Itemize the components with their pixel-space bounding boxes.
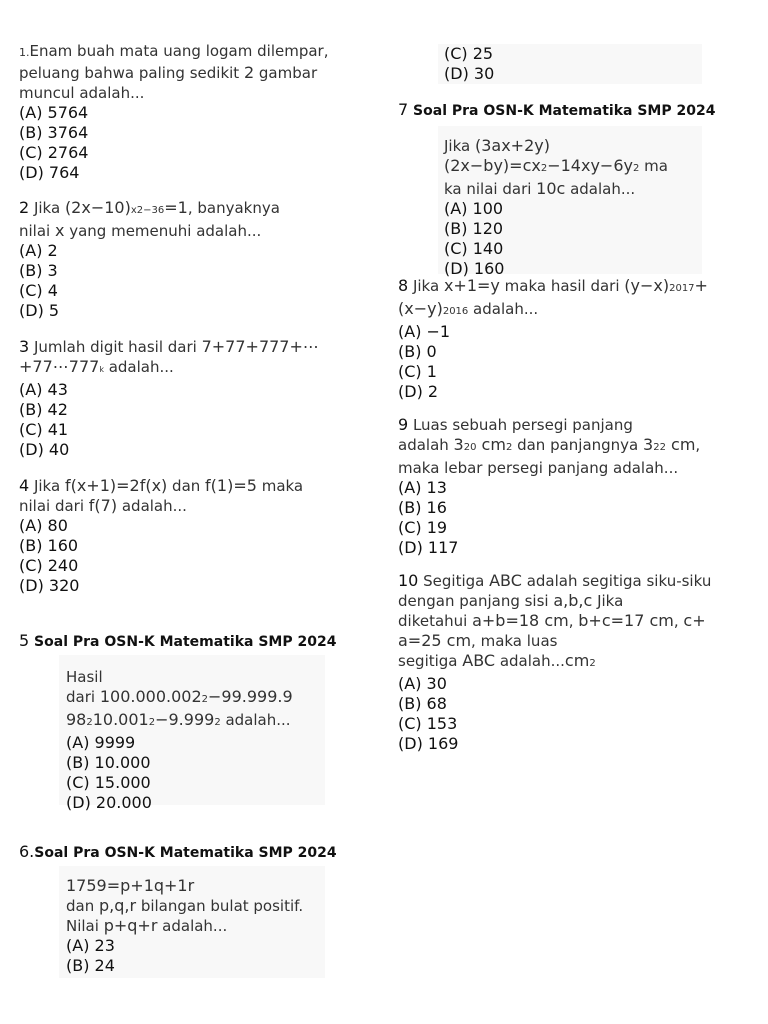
- question-3-option[interactable]: (D) 40: [19, 440, 70, 459]
- question-5-stem: Hasil dari 100.000.0022−99.999.9 98210.0012−9.9992 adalah... (A) 9999 (B) 10.000 (C) 15.000 (D) 20.000: [59, 655, 325, 813]
- question-7-option[interactable]: (B) 120: [444, 219, 504, 238]
- question-1-option[interactable]: (D) 764: [19, 163, 80, 182]
- question-4: [19, 476, 379, 596]
- question-4-option[interactable]: (A) 80: [19, 516, 68, 535]
- question-7-header: 7 Soal Pra OSN-K Matematika SMP 2024: [398, 100, 716, 119]
- question-9-stem: 9 Luas sebuah persegi panjang adalah 320 cm2 dan panjangnya 322 cm, maka lebar persegi panjang adalah...: [398, 415, 701, 477]
- question-6-continued: [438, 44, 702, 84]
- question-5-header: 5 Soal Pra OSN-K Matematika SMP 2024: [19, 631, 337, 650]
- question-6-continued-box: [438, 44, 702, 84]
- question-5-option[interactable]: (B) 10.000: [66, 753, 151, 772]
- question-10-option[interactable]: (D) 169: [398, 734, 459, 753]
- question-8-option[interactable]: (C) 1: [398, 362, 437, 381]
- question-8-option[interactable]: (D) 2: [398, 382, 439, 401]
- question-2-option[interactable]: (B) 3: [19, 261, 58, 280]
- question-7-option[interactable]: (D) 160: [444, 259, 505, 278]
- question-3-number: 3: [19, 337, 30, 356]
- question-5-box: [59, 655, 325, 812]
- question-3-stem: 3 Jumlah digit hasil dari 7+77+777+⋯ +77⋯777k adalah...: [19, 337, 319, 376]
- question-10-option[interactable]: (A) 30: [398, 674, 447, 693]
- question-6-stem: 1759=p+1q+1r dan p,q,r bilangan bulat positif. Nilai p+q+r adalah... (A) 23 (B) 24: [59, 866, 325, 976]
- question-2: [19, 198, 379, 321]
- question-7-option[interactable]: (C) 140: [444, 239, 504, 258]
- question-2-option[interactable]: (C) 4: [19, 281, 58, 300]
- question-9-option[interactable]: (A) 13: [398, 478, 447, 497]
- question-4-number: 4: [19, 476, 30, 495]
- question-6-box: [59, 866, 325, 978]
- question-3-option[interactable]: (A) 43: [19, 380, 68, 399]
- question-5-number: 5: [19, 631, 30, 650]
- question-8-number: 8: [398, 276, 409, 295]
- question-5-option[interactable]: (C) 15.000: [66, 773, 151, 792]
- question-6-header: 6.Soal Pra OSN-K Matematika SMP 2024: [19, 842, 337, 861]
- question-7-option[interactable]: (A) 100: [444, 199, 504, 218]
- question-9-option[interactable]: (B) 16: [398, 498, 447, 517]
- question-6-option[interactable]: (C) 25: [444, 44, 494, 63]
- question-10-option[interactable]: (C) 153: [398, 714, 458, 733]
- question-8-option[interactable]: (B) 0: [398, 342, 437, 361]
- question-1-option[interactable]: (C) 2764: [19, 143, 89, 162]
- question-8-option[interactable]: (A) −1: [398, 322, 451, 341]
- question-10: [398, 571, 758, 754]
- question-5: [19, 631, 379, 652]
- question-2-number: 2: [19, 198, 30, 217]
- question-10-option[interactable]: (B) 68: [398, 694, 447, 713]
- question-7: [398, 100, 758, 121]
- question-6-number: 6.: [19, 842, 35, 861]
- question-3: [19, 337, 379, 460]
- question-1-option[interactable]: (B) 3764: [19, 123, 89, 142]
- question-1: [19, 41, 379, 183]
- question-4-stem: 4 Jika f(x+1)=2f(x) dan f(1)=5 maka nilai dari f(7) adalah...: [19, 476, 304, 515]
- question-10-stem: 10 Segitiga ABC adalah segitiga siku-siku dengan panjang sisi a,b,c Jika diketahui a+b=18 cm, b+c=17 cm, c+ a=25 cm, maka luas segitiga ABC adalah...cm2: [398, 571, 712, 670]
- question-1-option[interactable]: (A) 5764: [19, 103, 89, 122]
- question-6: [19, 842, 379, 863]
- question-4-option[interactable]: (D) 320: [19, 576, 80, 595]
- question-9: [398, 415, 758, 558]
- question-6-option[interactable]: (B) 24: [66, 956, 115, 975]
- question-9-number: 9: [398, 415, 409, 434]
- question-3-option[interactable]: (C) 41: [19, 420, 69, 439]
- question-4-option[interactable]: (B) 160: [19, 536, 79, 555]
- question-1-number: 1.: [19, 46, 30, 59]
- question-7-box: [438, 126, 702, 278]
- question-8-stem: 8 Jika x+1=y maka hasil dari (y−x)2017+ (x−y)2016 adalah...: [398, 276, 708, 318]
- question-4-option[interactable]: (C) 240: [19, 556, 79, 575]
- question-6-option[interactable]: (D) 30: [444, 64, 495, 83]
- question-9-option[interactable]: (C) 19: [398, 518, 448, 537]
- question-2-option[interactable]: (D) 5: [19, 301, 60, 320]
- question-5-option[interactable]: (D) 20.000: [66, 793, 152, 812]
- question-8: [398, 276, 758, 402]
- question-2-option[interactable]: (A) 2: [19, 241, 58, 260]
- question-3-option[interactable]: (B) 42: [19, 400, 68, 419]
- question-7-number: 7: [398, 100, 409, 119]
- question-10-number: 10: [398, 571, 419, 590]
- question-9-option[interactable]: (D) 117: [398, 538, 459, 557]
- question-2-stem: 2 Jika (2x−10)x2−36=1, banyaknya nilai x yang memenuhi adalah...: [19, 198, 280, 240]
- question-1-stem: 1.Enam buah mata uang logam dilempar, peluang bahwa paling sedikit 2 gambar muncul adalah...: [19, 42, 329, 102]
- question-6-option[interactable]: (A) 23: [66, 936, 115, 955]
- question-5-option[interactable]: (A) 9999: [66, 733, 136, 752]
- question-7-stem: Jika (3ax+2y) (2x−by)=cx2−14xy−6y2 ma ka nilai dari 10c adalah... (A) 100 (B) 120 (C) 140 (D) 160: [438, 126, 702, 279]
